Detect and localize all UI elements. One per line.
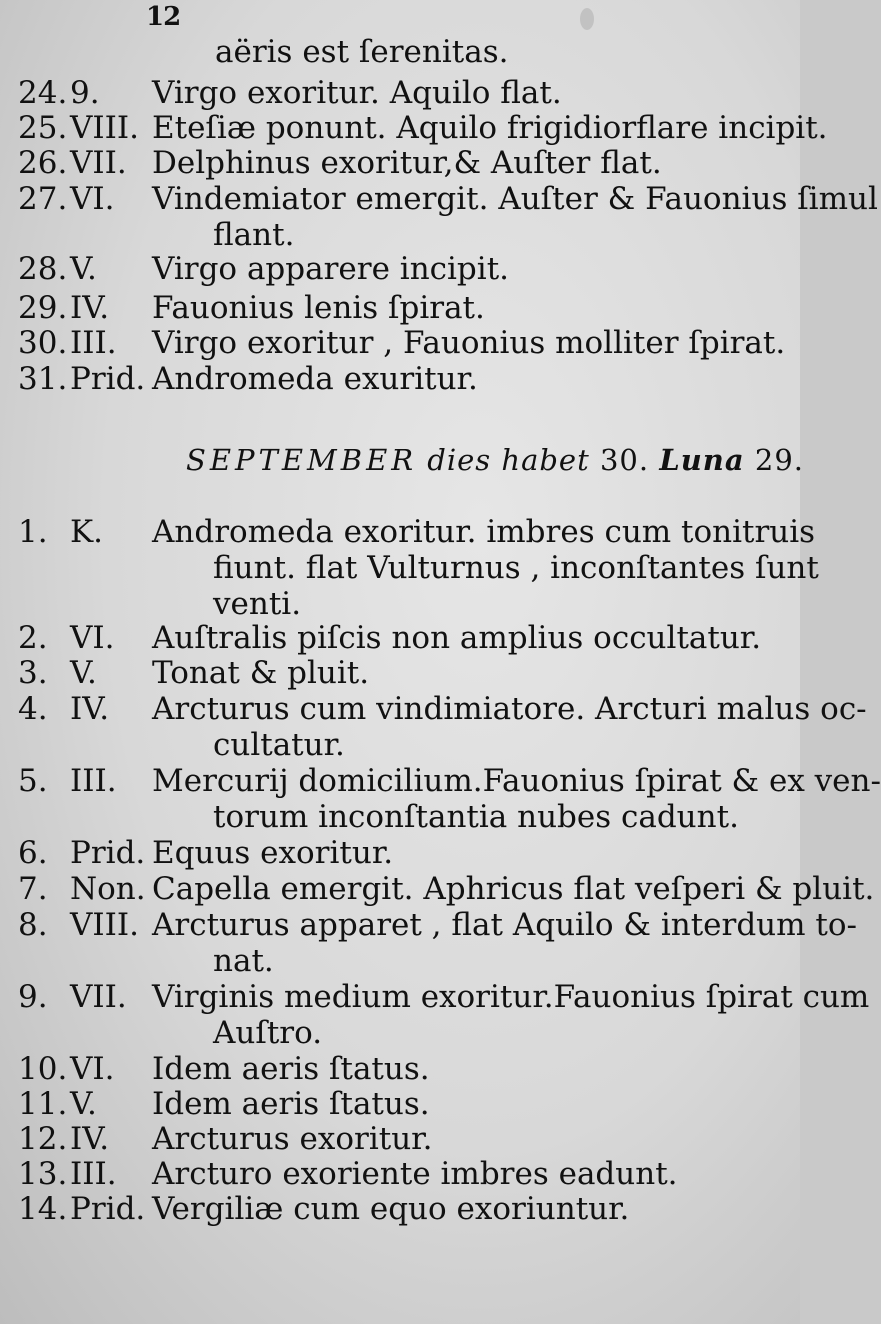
entry-text: Arcturus apparet , flat Aquilo & interdum to- <box>152 907 857 943</box>
entry-date-number: 5. <box>18 763 48 799</box>
entry-date-number: 27. <box>18 181 68 217</box>
entry-roman-day: Prid. <box>70 361 146 397</box>
ink-smudge <box>580 8 594 30</box>
entry-text: Vindemiator emergit. Auſter & Fauonius ſimul <box>152 181 878 217</box>
entry-text: Mercurij domicilium.Fauonius ſpirat & ex ven- <box>152 763 881 799</box>
entry-date-number: 3. <box>18 655 48 691</box>
entry-roman-day: VIII. <box>70 110 139 146</box>
luna-label: Luna <box>659 443 745 477</box>
entry-text: Equus exoritur. <box>152 835 394 871</box>
entry-roman-day: K. <box>70 514 104 550</box>
entry-text: Fauonius lenis ſpirat. <box>152 290 485 326</box>
month-days: 30. <box>599 443 650 477</box>
entry-roman-day: 9. <box>70 75 100 111</box>
entry-text: Arcturus exoritur. <box>152 1121 433 1157</box>
entry-text: Virgo apparere incipit. <box>152 251 509 287</box>
entry-text-continuation: fiunt. flat Vulturnus , inconſtantes ſunt <box>213 550 819 586</box>
entry-roman-day: IV. <box>70 1121 110 1157</box>
entry-text: Andromeda exuritur. <box>152 361 478 397</box>
entry-date-number: 6. <box>18 835 48 871</box>
entry-text: Tonat & pluit. <box>152 655 370 691</box>
entry-text: Idem aeris ſtatus. <box>152 1051 430 1087</box>
entry-date-number: 10. <box>18 1051 68 1087</box>
entry-date-number: 4. <box>18 691 48 727</box>
entry-date-number: 11. <box>18 1086 68 1122</box>
entry-date-number: 13. <box>18 1156 68 1192</box>
entry-text-continuation: nat. <box>213 943 274 979</box>
entry-text-continuation: torum inconſtantia nubes cadunt. <box>213 799 739 835</box>
entry-date-number: 2. <box>18 620 48 656</box>
entry-text: Eteſiæ ponunt. Aquilo frigidiorflare incipit. <box>152 110 828 146</box>
entry-roman-day: V. <box>70 251 97 287</box>
entry-date-number: 12. <box>18 1121 68 1157</box>
entry-text: Delphinus exoritur,& Auſter flat. <box>152 145 662 181</box>
entry-roman-day: IV. <box>70 290 110 326</box>
entry-roman-day: Non. <box>70 871 146 907</box>
entry-date-number: 14. <box>18 1191 68 1227</box>
entry-roman-day: VII. <box>70 979 127 1015</box>
entry-text: Virgo exoritur , Fauonius molliter ſpirat. <box>152 325 786 361</box>
entry-date-number: 1. <box>18 514 48 550</box>
entry-roman-day: VI. <box>70 620 115 656</box>
entry-text: Andromeda exoritur. imbres cum tonitruis <box>152 514 816 550</box>
continued-line: aëris est ſerenitas. <box>215 34 509 70</box>
entry-date-number: 7. <box>18 871 48 907</box>
entry-text: Virgo exoritur. Aquilo flat. <box>152 75 562 111</box>
entry-text: Auſtralis piſcis non amplius occultatur. <box>152 620 762 656</box>
entry-text-continuation: venti. <box>213 586 302 622</box>
entry-text: Arcturo exoriente imbres eadunt. <box>152 1156 678 1192</box>
month-heading <box>186 443 804 477</box>
entry-roman-day: VI. <box>70 181 115 217</box>
entry-date-number: 25. <box>18 110 68 146</box>
entry-roman-day: III. <box>70 763 117 799</box>
entry-text: Capella emergit. Aphricus flat veſperi & pluit. <box>152 871 875 907</box>
entry-date-number: 30. <box>18 325 68 361</box>
entry-roman-day: Prid. <box>70 835 146 871</box>
entry-roman-day: VI. <box>70 1051 115 1087</box>
entry-text: Idem aeris ſtatus. <box>152 1086 430 1122</box>
entry-date-number: 28. <box>18 251 68 287</box>
dies-habet: dies habet <box>427 443 590 477</box>
entry-text-continuation: Auſtro. <box>213 1015 323 1051</box>
entry-roman-day: III. <box>70 1156 117 1192</box>
entry-text: Arcturus cum vindimiatore. Arcturi malus oc- <box>152 691 867 727</box>
entry-date-number: 9. <box>18 979 48 1015</box>
entry-roman-day: III. <box>70 325 117 361</box>
entry-text: Vergiliæ cum equo exoriuntur. <box>152 1191 630 1227</box>
entry-date-number: 8. <box>18 907 48 943</box>
entry-roman-day: V. <box>70 1086 97 1122</box>
entry-date-number: 29. <box>18 290 68 326</box>
luna-value: 29. <box>754 443 805 477</box>
entry-text: Virginis medium exoritur.Fauonius ſpirat cum <box>152 979 870 1015</box>
entry-date-number: 26. <box>18 145 68 181</box>
entry-roman-day: VIII. <box>70 907 139 943</box>
entry-text-continuation: cultatur. <box>213 727 345 763</box>
page-number: 12 <box>146 2 181 32</box>
entry-roman-day: Prid. <box>70 1191 146 1227</box>
entry-date-number: 31. <box>18 361 68 397</box>
entry-text-continuation: flant. <box>213 217 295 253</box>
entry-roman-day: V. <box>70 655 97 691</box>
entry-roman-day: IV. <box>70 691 110 727</box>
month-name: SEPTEMBER <box>186 443 418 477</box>
entry-date-number: 24. <box>18 75 68 111</box>
entry-roman-day: VII. <box>70 145 127 181</box>
